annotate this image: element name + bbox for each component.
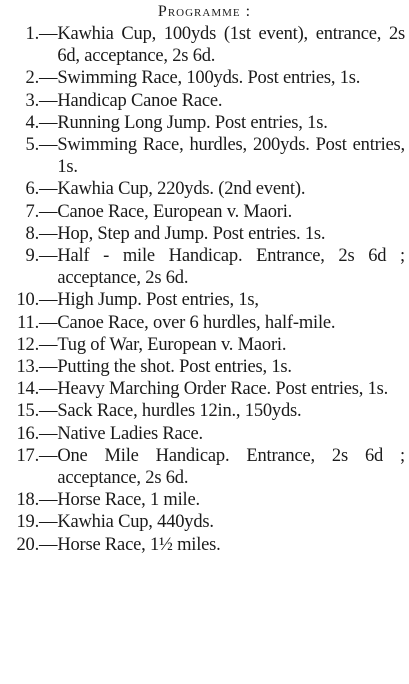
item-number: 1. <box>25 24 39 44</box>
item-number: 16. <box>16 423 39 444</box>
item-text: Sack Race, hurdles 12in., 150yds. <box>57 401 302 422</box>
programme-list <box>4 23 405 556</box>
item-text: Heavy Marching Order Race. Post entries, 1s. <box>57 379 389 400</box>
programme-item-5 <box>4 134 405 178</box>
item-dash: — <box>39 423 58 444</box>
item-number: 6. <box>25 179 39 200</box>
item-number: 19. <box>16 512 39 533</box>
item-number: 4. <box>25 112 39 133</box>
item-number: 13. <box>16 357 39 378</box>
item-text: Swimming Race, hurdles, 200yds. Post entries, 1s. <box>57 135 405 178</box>
item-dash: — <box>39 445 58 466</box>
item-text: Half - mile Handicap. Entrance, 2s 6d ; acceptance, 2s 6d. <box>57 246 405 289</box>
item-text: One Mile Handicap. Entrance, 2s 6d ; acceptance, 2s 6d. <box>57 445 405 489</box>
programme-item-20 <box>4 534 405 556</box>
programme-item-6 <box>4 178 405 200</box>
item-dash: — <box>39 68 58 89</box>
item-dash: — <box>39 490 58 511</box>
item-dash: — <box>39 512 58 533</box>
item-text: Canoe Race, over 6 hurdles, half-mile. <box>57 312 336 333</box>
item-number: 15. <box>16 401 39 422</box>
item-number: 2. <box>25 68 39 89</box>
programme-item-3 <box>4 90 405 112</box>
item-number: 11. <box>17 312 39 333</box>
programme-item-18 <box>4 489 405 511</box>
item-text: Horse Race, 1½ miles. <box>57 534 221 555</box>
programme-item-7 <box>4 201 405 223</box>
item-dash: — <box>39 401 58 422</box>
programme-item-4 <box>4 112 405 134</box>
item-dash: — <box>39 334 58 355</box>
item-text: High Jump. Post entries, 1s, <box>57 290 259 311</box>
programme-item-11 <box>4 312 405 334</box>
item-text: Running Long Jump. Post entries, 1s. <box>57 112 328 133</box>
item-dash: — <box>39 90 58 111</box>
item-text: Swimming Race, 100yds. Post entries, 1s. <box>57 68 361 89</box>
item-dash: — <box>39 357 58 378</box>
item-number: 18. <box>16 490 39 511</box>
programme-item-10 <box>4 289 405 311</box>
programme-item-13 <box>4 356 405 378</box>
item-text: Kawhia Cup, 220yds. (2nd event). <box>57 179 306 200</box>
item-dash: — <box>39 201 58 222</box>
item-dash: — <box>39 179 58 200</box>
item-text: Kawhia Cup, 100yds (1st event), entrance, 2s 6d, acceptance, 2s 6d. <box>57 24 405 67</box>
item-dash: — <box>39 290 58 311</box>
item-number: 20. <box>16 534 39 555</box>
item-dash: — <box>39 379 58 400</box>
item-text: Canoe Race, European v. Maori. <box>57 201 293 222</box>
programme-item-19 <box>4 511 405 533</box>
item-number: 7. <box>25 201 39 222</box>
item-dash: — <box>39 135 58 156</box>
programme-item-17 <box>4 445 405 489</box>
item-dash: — <box>39 223 58 244</box>
item-text: Native Ladies Race. <box>57 423 203 444</box>
programme-item-15 <box>4 400 405 422</box>
programme-item-12 <box>4 334 405 356</box>
item-number: 12. <box>16 334 39 355</box>
item-text: Hop, Step and Jump. Post entries. 1s. <box>57 223 326 244</box>
item-number: 8. <box>25 223 39 244</box>
item-number: 17. <box>16 445 39 466</box>
programme-item-2 <box>4 67 405 89</box>
programme-heading: Programme : <box>157 3 252 20</box>
programme-item-9 <box>4 245 405 289</box>
item-dash: — <box>39 246 58 267</box>
item-number: 9. <box>25 246 39 267</box>
item-text: Handicap Canoe Race. <box>57 90 223 111</box>
item-number: 10. <box>16 290 39 311</box>
programme-item-8 <box>4 223 405 245</box>
item-dash: — <box>39 312 58 333</box>
programme-item-16 <box>4 423 405 445</box>
programme-item-1 <box>4 23 405 67</box>
item-text: Horse Race, 1 mile. <box>57 490 200 511</box>
programme-item-14 <box>4 378 405 400</box>
item-number: 3. <box>25 90 39 111</box>
item-number: 5. <box>25 135 39 156</box>
item-dash: — <box>39 24 58 44</box>
item-dash: — <box>39 112 58 133</box>
item-text: Kawhia Cup, 440yds. <box>57 512 214 533</box>
item-number: 14. <box>16 379 39 400</box>
item-text: Putting the shot. Post entries, 1s. <box>57 357 292 378</box>
item-text: Tug of War, European v. Maori. <box>57 334 287 355</box>
item-dash: — <box>39 534 58 555</box>
